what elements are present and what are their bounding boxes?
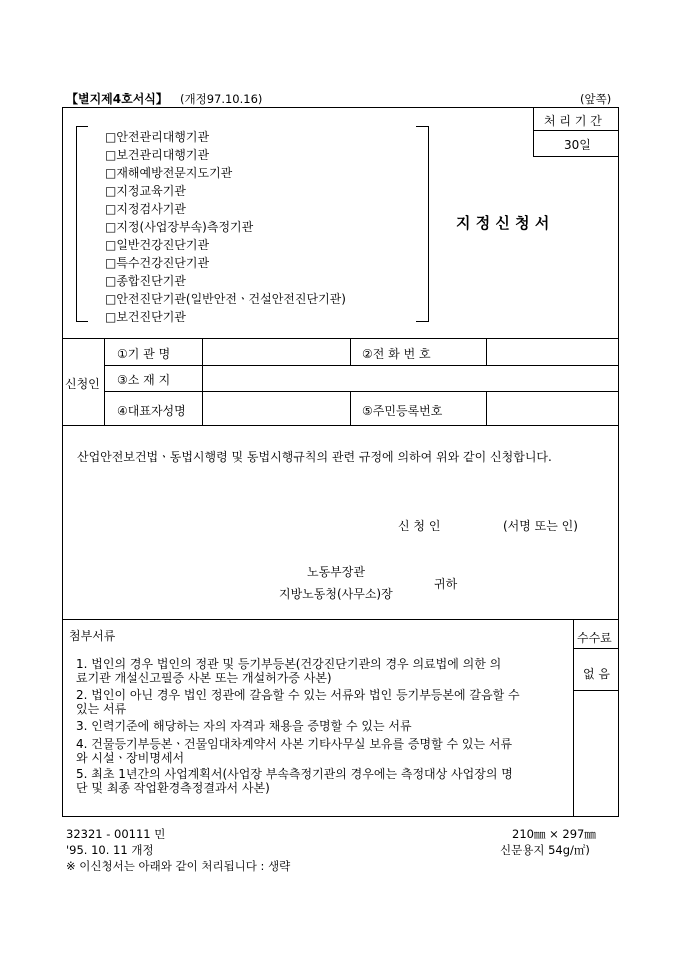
checkbox-health-diagnosis[interactable]: □보건진단기관 [105, 310, 186, 324]
attachment-item: 1. 법인의 경우 법인의 정관 및 등기부등본(건강진단기관의 경우 의료법에 의한 의 료기관 개설신고필증 사본 또는 개설허가증 사본) [76, 657, 502, 685]
form-number: 【별지제4호서식】 [66, 92, 168, 106]
checkbox-disaster-prevention[interactable]: □재해예방전문지도기관 [105, 166, 233, 180]
phone-field[interactable] [488, 339, 618, 364]
recipient-honorific: 귀하 [434, 577, 458, 591]
footer-date: '95. 10. 11 개정 [66, 843, 154, 857]
checkbox-health-agency[interactable]: □보건관리대행기관 [105, 148, 210, 162]
footer-code: 32321 - 00111 민 [66, 827, 166, 841]
left-bracket [76, 126, 77, 322]
application-statement: 산업안전보건법ㆍ동법시행령 및 동법시행규칙의 관련 규정에 의하여 위와 같이 신청합니다. [77, 450, 552, 464]
checkbox-education[interactable]: □지정교육기관 [105, 184, 186, 198]
checkbox-measurement[interactable]: □지정(사업장부속)측정기관 [105, 220, 254, 234]
processing-period-label: 처 리 기 간 [544, 114, 602, 128]
recipient-minister: 노동부장관 [307, 565, 365, 579]
applicant-section-label: 신청인 [65, 377, 100, 391]
attachment-item: 3. 인력기준에 해당하는 자의 자격과 채용을 증명할 수 있는 서류 [76, 719, 412, 733]
sign-or-seal[interactable]: (서명 또는 인) [503, 519, 578, 533]
rrn-label: ⑤주민등록번호 [362, 404, 443, 418]
representative-label: ④대표자성명 [117, 404, 186, 418]
document-title: 지 정 신 청 서 [456, 214, 550, 232]
processing-period-value: 30일 [564, 138, 591, 152]
form-revision: (개정97.10.16) [180, 92, 263, 106]
checkbox-inspection[interactable]: □지정검사기관 [105, 202, 186, 216]
representative-field[interactable] [204, 392, 349, 424]
footer-note: ※ 이신청서는 아래와 같이 처리됩니다 : 생략 [66, 859, 291, 873]
fee-label: 수수료 [577, 631, 612, 645]
checkbox-safety-agency[interactable]: □안전관리대행기관 [105, 130, 210, 144]
attachment-item: 4. 건물등기부등본ㆍ건물임대차계약서 사본 기타사무실 보유를 증명할 수 있는 서류 와 시설ㆍ장비명세서 [76, 737, 513, 765]
right-bracket [428, 126, 429, 322]
address-label: ③소 재 지 [117, 373, 171, 387]
checkbox-special-health[interactable]: □특수건강진단기관 [105, 256, 210, 270]
address-field[interactable] [204, 366, 618, 390]
page-side: (앞쪽) [580, 92, 612, 106]
attachment-item: 5. 최초 1년간의 사업계획서(사업장 부속측정기관의 경우에는 측정대상 사업장의 명 단 및 최종 작업환경측정결과서 사본) [76, 767, 513, 795]
recipient-regional: 지방노동청(사무소)장 [279, 587, 393, 601]
attachments-title: 첨부서류 [69, 629, 116, 643]
checkbox-general-health[interactable]: □일반건강진단기관 [105, 238, 210, 252]
attachment-item: 2. 법인이 아닌 경우 법인 정관에 갈음할 수 있는 서류와 법인 등기부등본에 갈음할 수 있는 서류 [76, 688, 520, 716]
phone-label: ②전 화 번 호 [362, 347, 431, 361]
rrn-field[interactable] [488, 392, 618, 424]
checkbox-safety-diagnosis[interactable]: □안전진단기관(일반안전ㆍ건설안전진단기관) [105, 292, 346, 306]
paper-size: 210㎜ × 297㎜ [512, 827, 596, 841]
paper-type: 신문용지 54g/㎡) [500, 843, 590, 857]
institution-name-field[interactable] [204, 339, 349, 364]
institution-name-label: ①기 관 명 [117, 347, 171, 361]
fee-value: 없 음 [583, 667, 610, 681]
checkbox-comprehensive[interactable]: □종합진단기관 [105, 274, 186, 288]
applicant-sign-label: 신 청 인 [398, 519, 441, 533]
